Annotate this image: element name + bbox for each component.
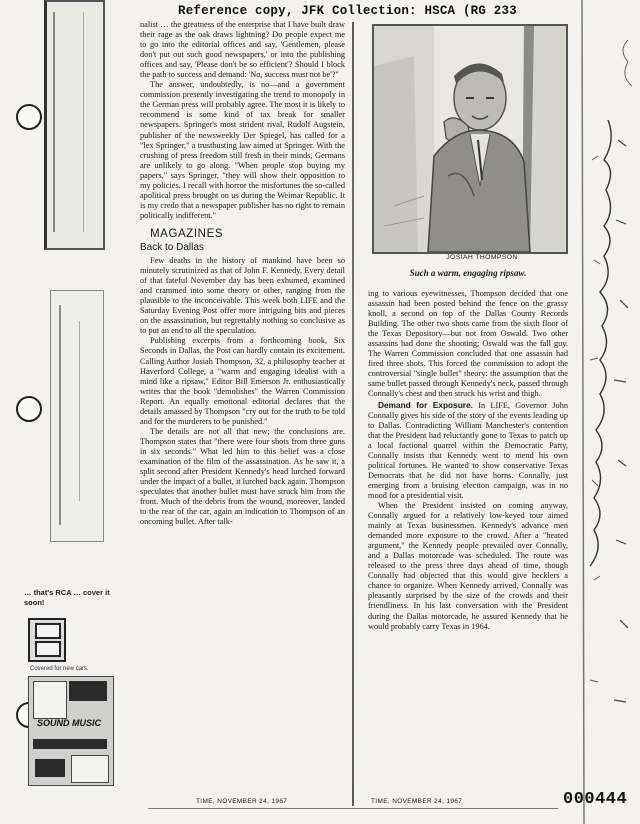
run-in-heading: Demand for Exposure.	[378, 399, 473, 410]
photo-credit: JOSIAH THOMPSON	[446, 254, 518, 261]
edge-ad-lettering: SOUND MUSIC	[37, 718, 102, 728]
connally-paragraph-1: In LIFE, Governor John Connally gives his side of the story of the events leading up to Dallas. Contradicting William Manchester's contention that the President had reluctantly gone to Texas to patch up a local factional quarrel within the Democratic Party, Connally insists that Kennedy went to mend his own political fortunes. He wanted to show conservative Texas Democrats that he did not have horns. Connally, just emerging from a bruising election campaign, was in no mood for a presidential visit.	[368, 400, 568, 500]
bottom-rule	[148, 808, 558, 809]
right-article-column	[368, 289, 568, 781]
dallas-paragraph-3: The details are not all that new; the conclusions are. Thompson states that "there were four shots from three guns in six seconds." What led him to this belief was a close examination of the film of the assassination. As he saw it, a split second after President Kennedy's head lurched forward under the impact of a bullet, it lurched back again. Thompson speculates that another bullet must have struck him from the front. Much of the debris from the wound, moreover, landed to the rear of the car, again an indication to Thompson of an oncoming bullet. After talk-	[140, 426, 345, 527]
edge-ad-caption: Covered for new cars.	[30, 666, 89, 672]
margin-marks	[578, 0, 640, 824]
dallas-paragraph-1: Few deaths in the history of mankind have been so minutely scrutinized as that of John F. Kennedy. Every detail of that fateful November day has been exhumed, examined and crammed into some theory or other, ranging from the plausible to the inconceivable. This week both LIFE and the Saturday Evening Post offer more intriguing bits and pieces on the assassination, but regrettably nothing so conclusive as to put an end to all the speculation.	[140, 256, 345, 336]
right-margin-scribble	[578, 0, 640, 824]
document-number: 000444	[563, 790, 628, 809]
connally-paragraph-2: When the President insisted on coming anyway, Connally argued for a relatively low-keyed tour aimed mainly at Texas businessmen. Kennedy's advance men demanded more exposure to the crowd. After a "heated argument," the Kennedy people prevailed over Connally, and a Dallas motorcade was scheduled. The route was released to the press three days ahead of time, though Connally had objected that this would give hecklers a chance to organize. When Kennedy arrived, Connally was pleasantly surprised by the size of the crowds and their friendliness. In his last conversation with the President during the Dallas motorcade, he assured Kennedy that he would probably carry Texas in 1964.	[368, 500, 568, 631]
dallas-paragraph-4: ing to various eyewitnesses, Thompson decided that one assassin had been posted behind the fence on the grassy knoll, a second on top of the Dallas County Records Building. The other two shots came from the sixth floor of the Texas Depository—but not from Oswald. Two other assassins had done the shooting; Oswald was the fall guy. The Warren Commission concluded that one assassin had fired three shots. This forced the commission to adopt the controversial "single bullet" theory: the assumption that the same bullet passed through Kennedy's neck, passed through Connally's chest and then struck his wrist and thigh.	[368, 289, 568, 399]
footer-right-dateline: TIME, NOVEMBER 24, 1967	[371, 798, 463, 805]
reference-stamp: Reference copy, JFK Collection: HSCA (RG 233	[178, 4, 517, 18]
springer-paragraph-2: The answer, undoubtedly, is no—and a government commission presently investigating the trend to monopoly in the German press will probably agree. The most it is likely to recommend is some kind of tax break for smaller newspapers. Springer's most strident rival, Rudolf Augstein, publisher of the newsweekly Der Spiegel, has called for a "lex Springer," a trustbusting law aimed at Springer. With the crushing of press freedom still fresh in their minds, Germans are unlikely to go along. "When people stop buying my papers," says Springer, "they will show their opposition to my policies. I recall with horror the misfortunes the so-called apolitical press brought on us during the Weimar Republic. It is my credo that a newspaper publisher has no right to remain politically indifferent."	[140, 80, 345, 220]
section-heading: MAGAZINES	[150, 227, 224, 240]
column-divider	[352, 22, 354, 806]
edge-ad-record-packs	[28, 676, 114, 786]
left-article-column	[140, 20, 345, 796]
edge-ad-product-icon	[28, 618, 66, 662]
photo-caption: Such a warm, engaging ripsaw.	[409, 268, 527, 278]
footer-left-dateline: TIME, NOVEMBER 24, 1967	[196, 798, 288, 805]
author-photo	[372, 24, 568, 254]
previous-page-edge	[0, 0, 122, 824]
edge-frame-top	[44, 0, 105, 250]
edge-frame-middle	[50, 290, 104, 542]
portrait-illustration	[374, 26, 566, 252]
edge-ad-text: … that's RCA … cover it soon!	[24, 588, 110, 607]
article-headline: Back to Dallas	[140, 241, 204, 253]
springer-paragraph-1: nalist … the greatness of the enterprise that I have built draw their rage as the oak draws lightning? Do people expect me to go into the editorial offices and say, 'Gentlemen, please don't put out such good newspapers,' or into the publishing offices and say, 'Please don't be so efficient'? Should I block the path to success and demand: 'No, success must not be'?"	[140, 20, 345, 80]
dallas-paragraph-2: Publishing excerpts from a forthcoming book, Six Seconds in Dallas, the Post can hardly contain its excitement. Calling Author Josiah Thompson, 32, a philosophy teacher at Haverford College, a "warm and engaging idealist with a mind like a ripsaw," Editor Bill Emerson Jr. enthusiastically writes that the book "demolishes" the Warren Commission Report. An equally emotional editorial declares that the details amassed by Thompson "cry out for the truth to be told and for the murderers to be punished."	[140, 336, 345, 426]
